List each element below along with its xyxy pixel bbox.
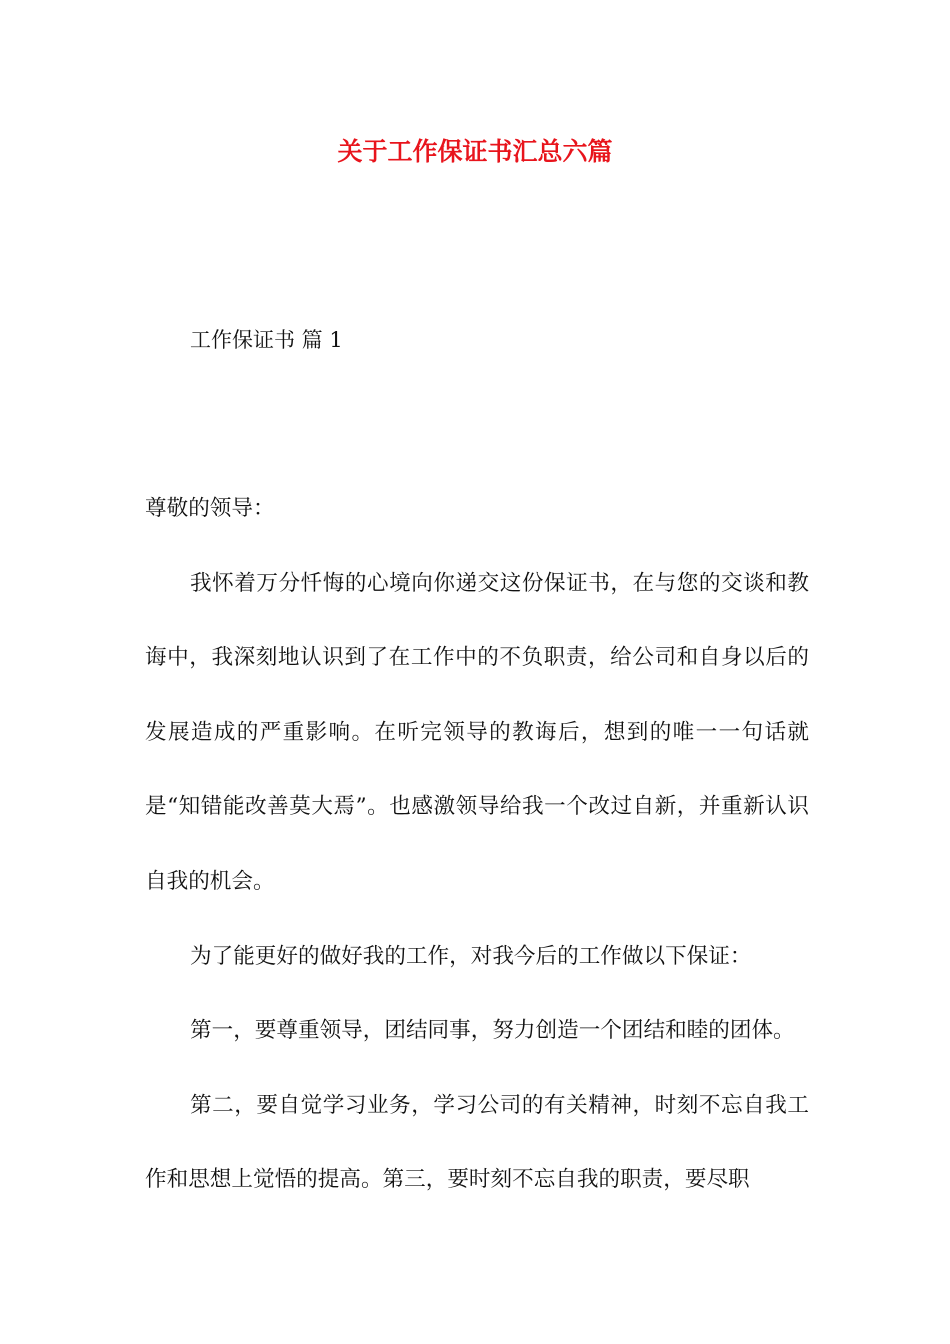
paragraph-2: 为了能更好的做好我的工作，对我今后的工作做以下保证： [190,943,752,969]
document-title: 关于工作保证书汇总六篇 [337,137,613,166]
salutation: 尊敬的领导： [145,496,275,521]
section-heading: 工作保证书 篇 1 [190,328,343,352]
document-body [145,472,809,1218]
paragraph-4: 第二，要自觉学习业务，学习公司的有关精神，时刻不忘自我工作和思想上觉悟的提高。第三，要时刻不忘自我的职责，要尽职 [145,1092,809,1193]
paragraph-3: 第一，要尊重领导，团结同事，努力创造一个团结和睦的团体。 [190,1018,795,1044]
paragraph-1: 我怀着万分忏悔的心境向你递交这份保证书，在与您的交谈和教诲中，我深刻地认识到了在工作中的不负职责，给公司和自身以后的发展造成的严重影响。在听完领导的教诲后，想到的唯一一句话就是“知错能改善莫大焉”。也感激领导给我一个改过自新，并重新认识自我的机会。 [145,570,809,894]
